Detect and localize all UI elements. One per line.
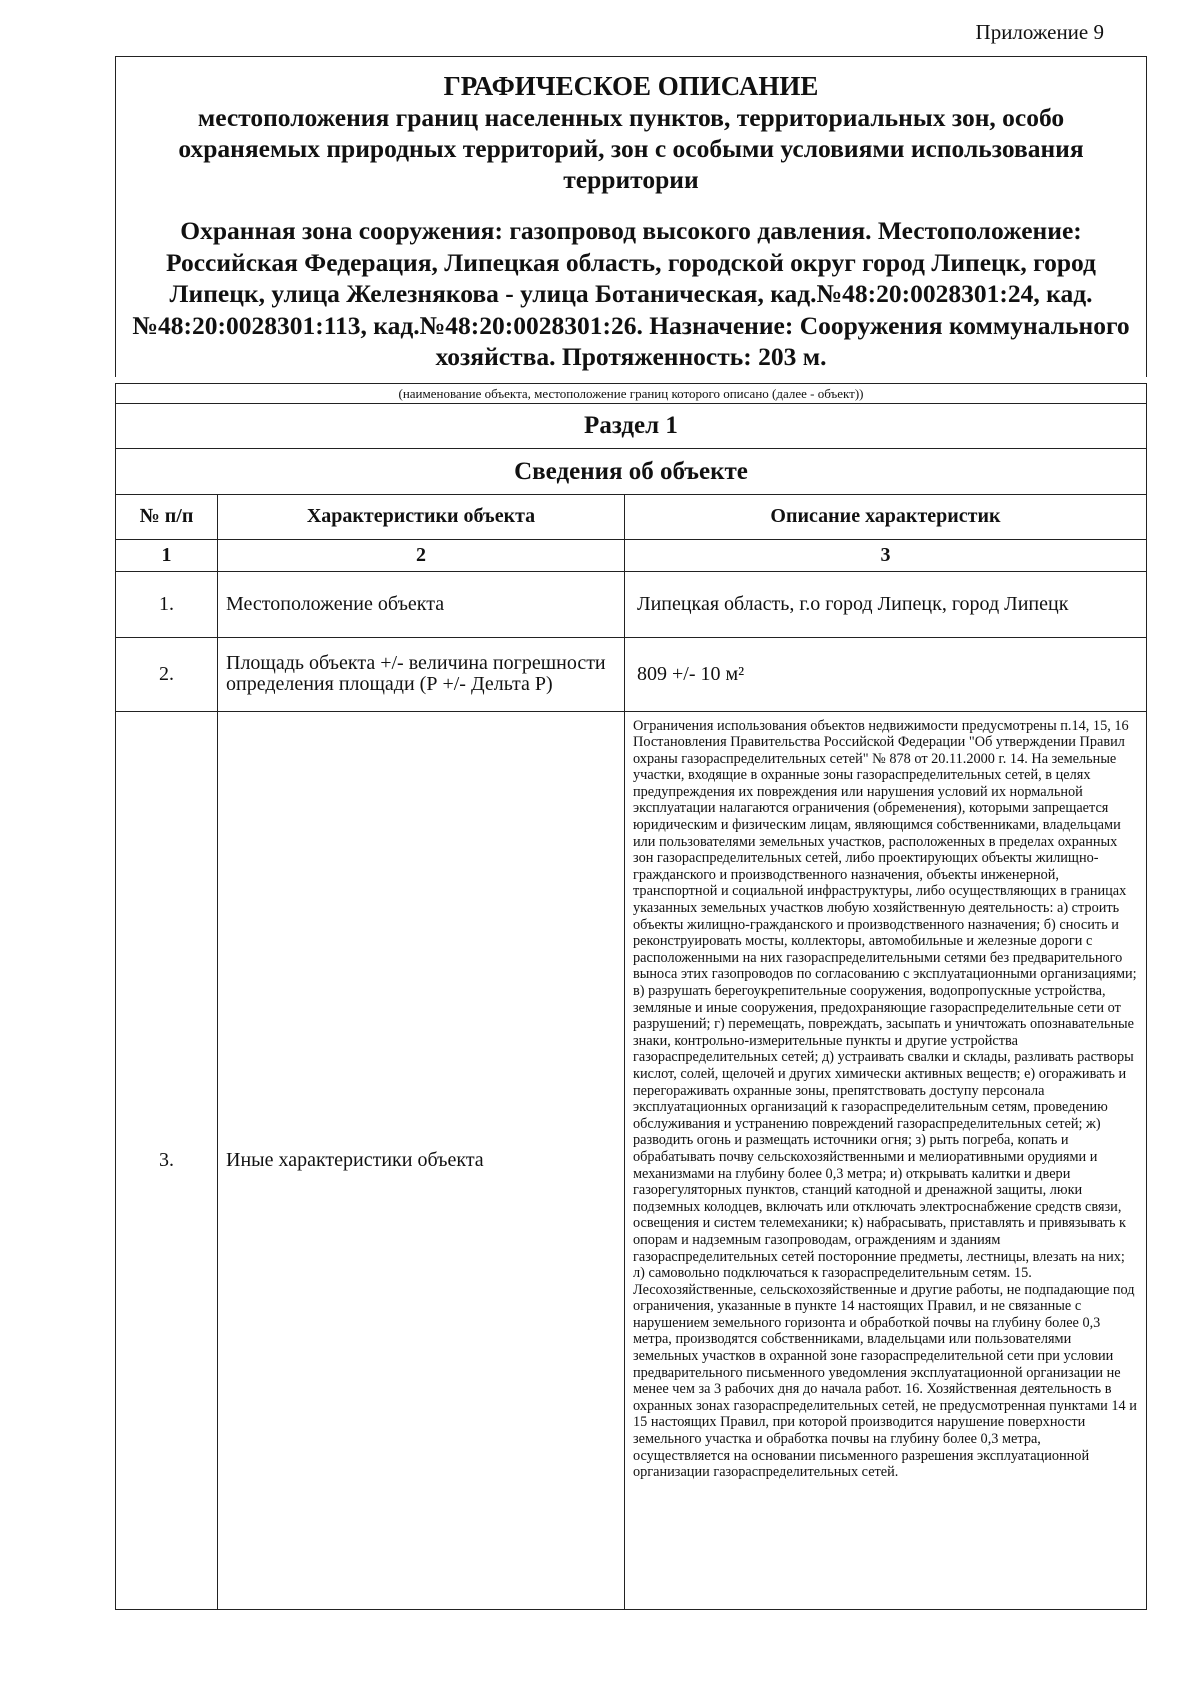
row-num: 2. <box>116 637 218 711</box>
section-title: Раздел 1 <box>115 403 1147 448</box>
row-num: 1. <box>116 571 218 637</box>
info-title: Сведения об объекте <box>115 448 1147 494</box>
document-page <box>115 56 1147 1610</box>
column-number-3: 3 <box>625 539 1147 571</box>
row-num: 3. <box>116 711 218 1609</box>
table-row <box>116 571 1147 637</box>
header-description: Описание характеристик <box>625 494 1147 539</box>
document-subtitle: местоположения границ населенных пунктов, территориальных зон, особо охраняемых природных территорий, зон с особыми условиями использования территории <box>178 103 1084 194</box>
column-number-2: 2 <box>218 539 625 571</box>
object-info-table <box>115 494 1147 1610</box>
appendix-label: Приложение 9 <box>975 20 1104 44</box>
object-caption: (наименование объекта, местоположение границ которого описано (далее - объект)) <box>115 383 1147 403</box>
table-row <box>116 637 1147 711</box>
document-title: ГРАФИЧЕСКОЕ ОПИСАНИЕ <box>443 71 819 101</box>
row-characteristic: Площадь объекта +/- величина погрешности определения площади (Р +/- Дельта Р) <box>218 637 625 711</box>
row-value: Липецкая область, г.о город Липецк, город Липецк <box>625 571 1147 637</box>
table-row <box>116 711 1147 1609</box>
header-characteristic: Характеристики объекта <box>218 494 625 539</box>
row-characteristic: Иные характеристики объекта <box>218 711 625 1609</box>
row-characteristic: Местоположение объекта <box>218 571 625 637</box>
object-description: Охранная зона сооружения: газопровод высокого давления. Местоположение: Российская Федерация, Липецкая область, городской округ город Липецк, город Липецк, улица Железнякова - улица Ботаническая, кад.№48:20:0028301:24, кад.№48:20:0028301:113, кад.№48:20:0028301:26. Назначение: Сооружения коммунального хозяйства. Протяженность: 203 м. <box>132 216 1130 371</box>
column-number-row <box>116 539 1147 571</box>
row-value: Ограничения использования объектов недвижимости предусмотрены п.14, 15, 16 Постановления Правительства Российской Федерации "Об утверждении Правил охраны газораспределительных сетей" № 878 от 20.11.2000 г. 14. На земельные участки, входящие в охранные зоны газораспределительных сетей, в целях предупреждения их повреждения или нарушения условий их нормальной эксплуатации налагаются ограничения (обременения), которыми запрещается юридическим и физическим лицам, являющимся собственниками, владельцами или пользователями земельных участков, расположенных в пределах охранных зон газораспределительных сетей, либо проектирующих объекты жилищно-гражданского и производственного назначения, объекты инженерной, транспортной и социальной инфраструктуры, либо осуществляющих в границах указанных земельных участков любую хозяйственную деятельность: а) строить объекты жилищно-гражданского и производственного назначения; б) сносить и реконструировать мосты, коллекторы, автомобильные и железные дороги с расположенными на них газораспределительными сетями без предварительного выноса этих газопроводов по согласованию с эксплуатационными организациями; в) разрушать берегоукрепительные сооружения, водопропускные устройства, земляные и иные сооружения, предохраняющие газораспределительные сети от разрушений; г) перемещать, повреждать, засыпать и уничтожать опознавательные знаки, контрольно-измерительные пункты и другие устройства газораспределительных сетей; д) устраивать свалки и склады, разливать растворы кислот, солей, щелочей и других химически активных веществ; е) огораживать и перегораживать охранные зоны, препятствовать доступу персонала эксплуатационных организаций к газораспределительным сетям, проведению обслуживания и устранению повреждений газораспределительных сетей; ж) разводить огонь и размещать источники огня; з) рыть погреба, копать и обрабатывать почву сельскохозяйственными и мелиоративными орудиями и механизмами на глубину более 0,3 метра; и) открывать калитки и двери газорегуляторных пунктов, станций катодной и дренажной защиты, люки подземных колодцев, включать или отключать электроснабжение средств связи, освещения и систем телемеханики; к) набрасывать, приставлять и привязывать к опорам и надземным газопроводам, ограждениям и зданиям газораспределительных сетей посторонние предметы, лестницы, влезать на них; л) самовольно подключаться к газораспределительным сетям. 15. Лесохозяйственные, сельскохозяйственные и другие работы, не подпадающие под ограничения, указанные в пункте 14 настоящих Правил, и не связанные с нарушением земельного горизонта и обработкой почвы на глубину более 0,3 метра, производятся собственниками, владельцами или пользователями земельных участков в охранной зоне газораспределительной сети при условии предварительного письменного уведомления эксплуатационной организации не менее чем за 3 рабочих дня до начала работ. 16. Хозяйственная деятельность в охранных зонах газораспределительных сетей, не предусмотренная пунктами 14 и 15 настоящих Правил, при которой производится нарушение поверхности земельного участка и обработка почвы на глубину более 0,3 метра, осуществляется на основании письменного разрешения эксплуатационной организации газораспределительных сетей. <box>625 711 1147 1609</box>
column-number-1: 1 <box>116 539 218 571</box>
header-num: № п/п <box>116 494 218 539</box>
row-value: 809 +/- 10 м² <box>625 637 1147 711</box>
header-box <box>115 56 1147 377</box>
table-header-row <box>116 494 1147 539</box>
